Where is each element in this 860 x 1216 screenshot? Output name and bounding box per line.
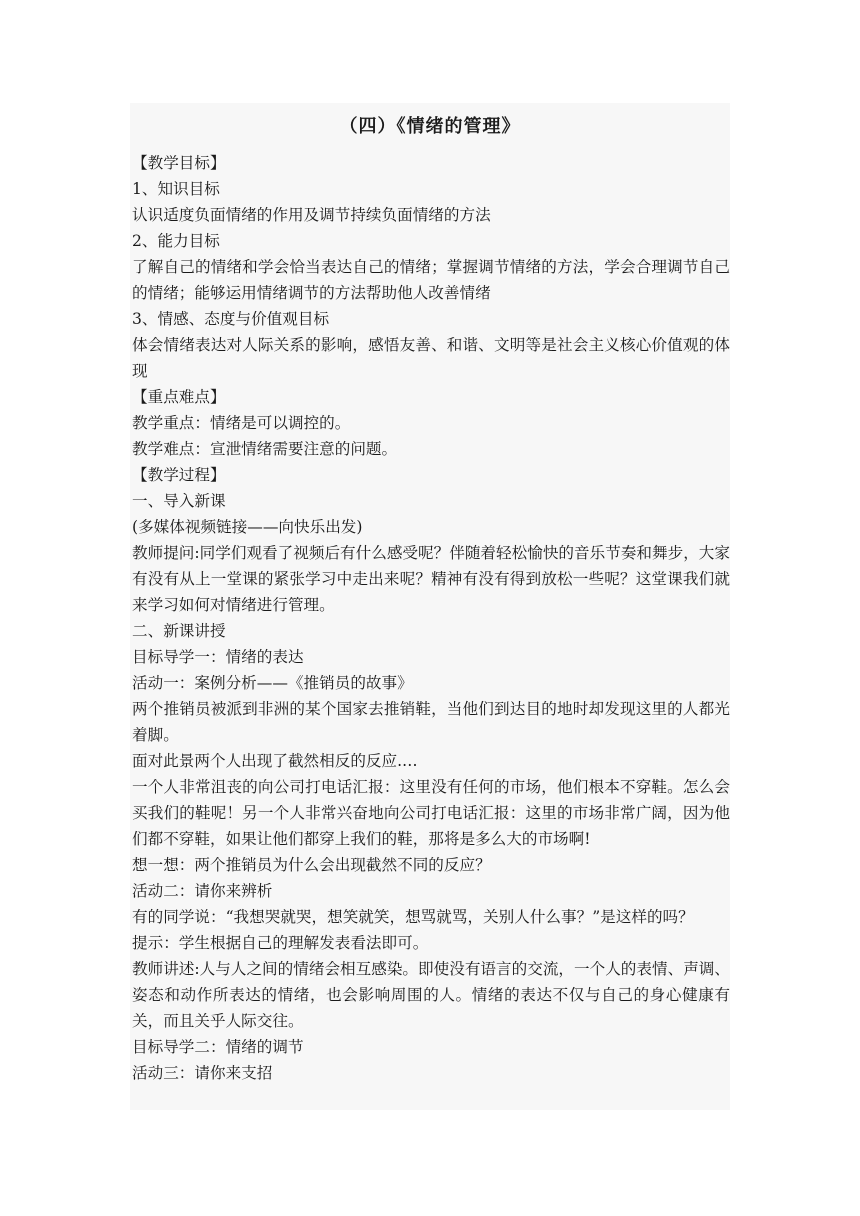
section-heading-teaching-goals: 【教学目标】 <box>132 154 226 172</box>
subheading-activity-one: 活动一：案例分析——《推销员的故事》 <box>132 674 413 692</box>
subheading-activity-two: 活动二：请你来辨析 <box>132 882 273 900</box>
subheading-ability-goal: 2、能力目标 <box>132 232 220 250</box>
paragraph: (多媒体视频链接——向快乐出发) <box>132 518 363 536</box>
subheading-values-goal: 3、情感、态度与价值观目标 <box>132 310 330 328</box>
paragraph: 有的同学说：“我想哭就哭，想笑就笑，想骂就骂，关别人什么事？”是这样的吗？ <box>132 908 694 926</box>
paragraph: 教学重点：情绪是可以调控的。 <box>132 414 351 432</box>
paragraph: 提示：学生根据自己的理解发表看法即可。 <box>132 934 429 952</box>
paragraph: 两个推销员被派到非洲的某个国家去推销鞋，当他们到达目的地时却发现这里的人都光着脚。 <box>132 700 730 744</box>
subheading-introduction: 一、导入新课 <box>132 492 226 510</box>
paragraph: 教学难点：宣泄情绪需要注意的问题。 <box>132 440 398 458</box>
paragraph: 教师提问:同学们观看了视频后有什么感受呢？伴随着轻松愉快的音乐节奏和舞步，大家有没有从上一堂课的紧张学习中走出来呢？精神有没有得到放松一些呢？这堂课我们就来学习如何对情绪进行管理。 <box>132 544 730 614</box>
document-title: （四）《情绪的管理》 <box>339 116 521 137</box>
section-heading-teaching-process: 【教学过程】 <box>132 466 226 484</box>
subheading-goal-two: 目标导学二：情绪的调节 <box>132 1038 304 1056</box>
paragraph: 认识适度负面情绪的作用及调节持续负面情绪的方法 <box>132 206 491 224</box>
paragraph: 体会情绪表达对人际关系的影响，感悟友善、和谐、文明等是社会主义核心价值观的体现 <box>132 336 730 380</box>
subheading-activity-three: 活动三：请你来支招 <box>132 1064 273 1082</box>
paragraph: 一个人非常沮丧的向公司打电话汇报：这里没有任何的市场，他们根本不穿鞋。怎么会买我们的鞋呢！另一个人非常兴奋地向公司打电话汇报：这里的市场非常广阔，因为他们都不穿鞋，如果让他们都穿上我们的鞋，那将是多么大的市场啊! <box>132 778 730 848</box>
paragraph: 教师讲述:人与人之间的情绪会相互感染。即使没有语言的交流，一个人的表情、声调、姿态和动作所表达的情绪，也会影响周围的人。情绪的表达不仅与自己的身心健康有关，而且关乎人际交往。 <box>132 960 730 1030</box>
paragraph: 了解自己的情绪和学会恰当表达自己的情绪；掌握调节情绪的方法，学会合理调节自己的情绪；能够运用情绪调节的方法帮助他人改善情绪 <box>132 258 730 302</box>
document-body <box>132 150 730 1086</box>
section-heading-key-points: 【重点难点】 <box>132 388 226 406</box>
subheading-new-lesson: 二、新课讲授 <box>132 622 226 640</box>
paragraph: 面对此景两个人出现了截然相反的反应.… <box>132 752 418 770</box>
subheading-knowledge-goal: 1、知识目标 <box>132 180 220 198</box>
subheading-goal-one: 目标导学一：情绪的表达 <box>132 648 304 666</box>
paragraph: 想一想：两个推销员为什么会出现截然不同的反应？ <box>132 856 491 874</box>
